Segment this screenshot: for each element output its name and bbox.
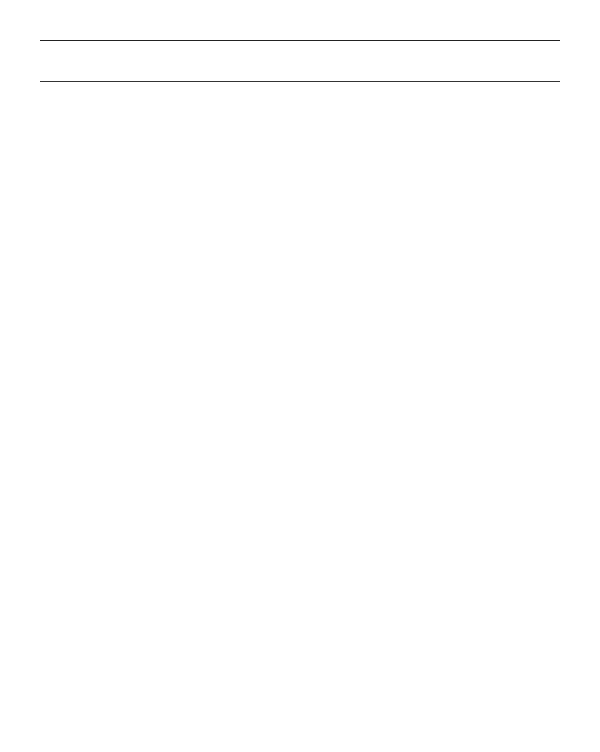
running-header (40, 16, 560, 36)
topic-band-rule (40, 81, 560, 82)
paper-title (40, 118, 560, 132)
section-heading-1 (40, 414, 560, 428)
abstract (40, 264, 560, 277)
topic-band-label (40, 71, 90, 75)
section-heading-2 (40, 558, 560, 572)
topic-band (40, 60, 560, 82)
header-rule (40, 40, 560, 41)
